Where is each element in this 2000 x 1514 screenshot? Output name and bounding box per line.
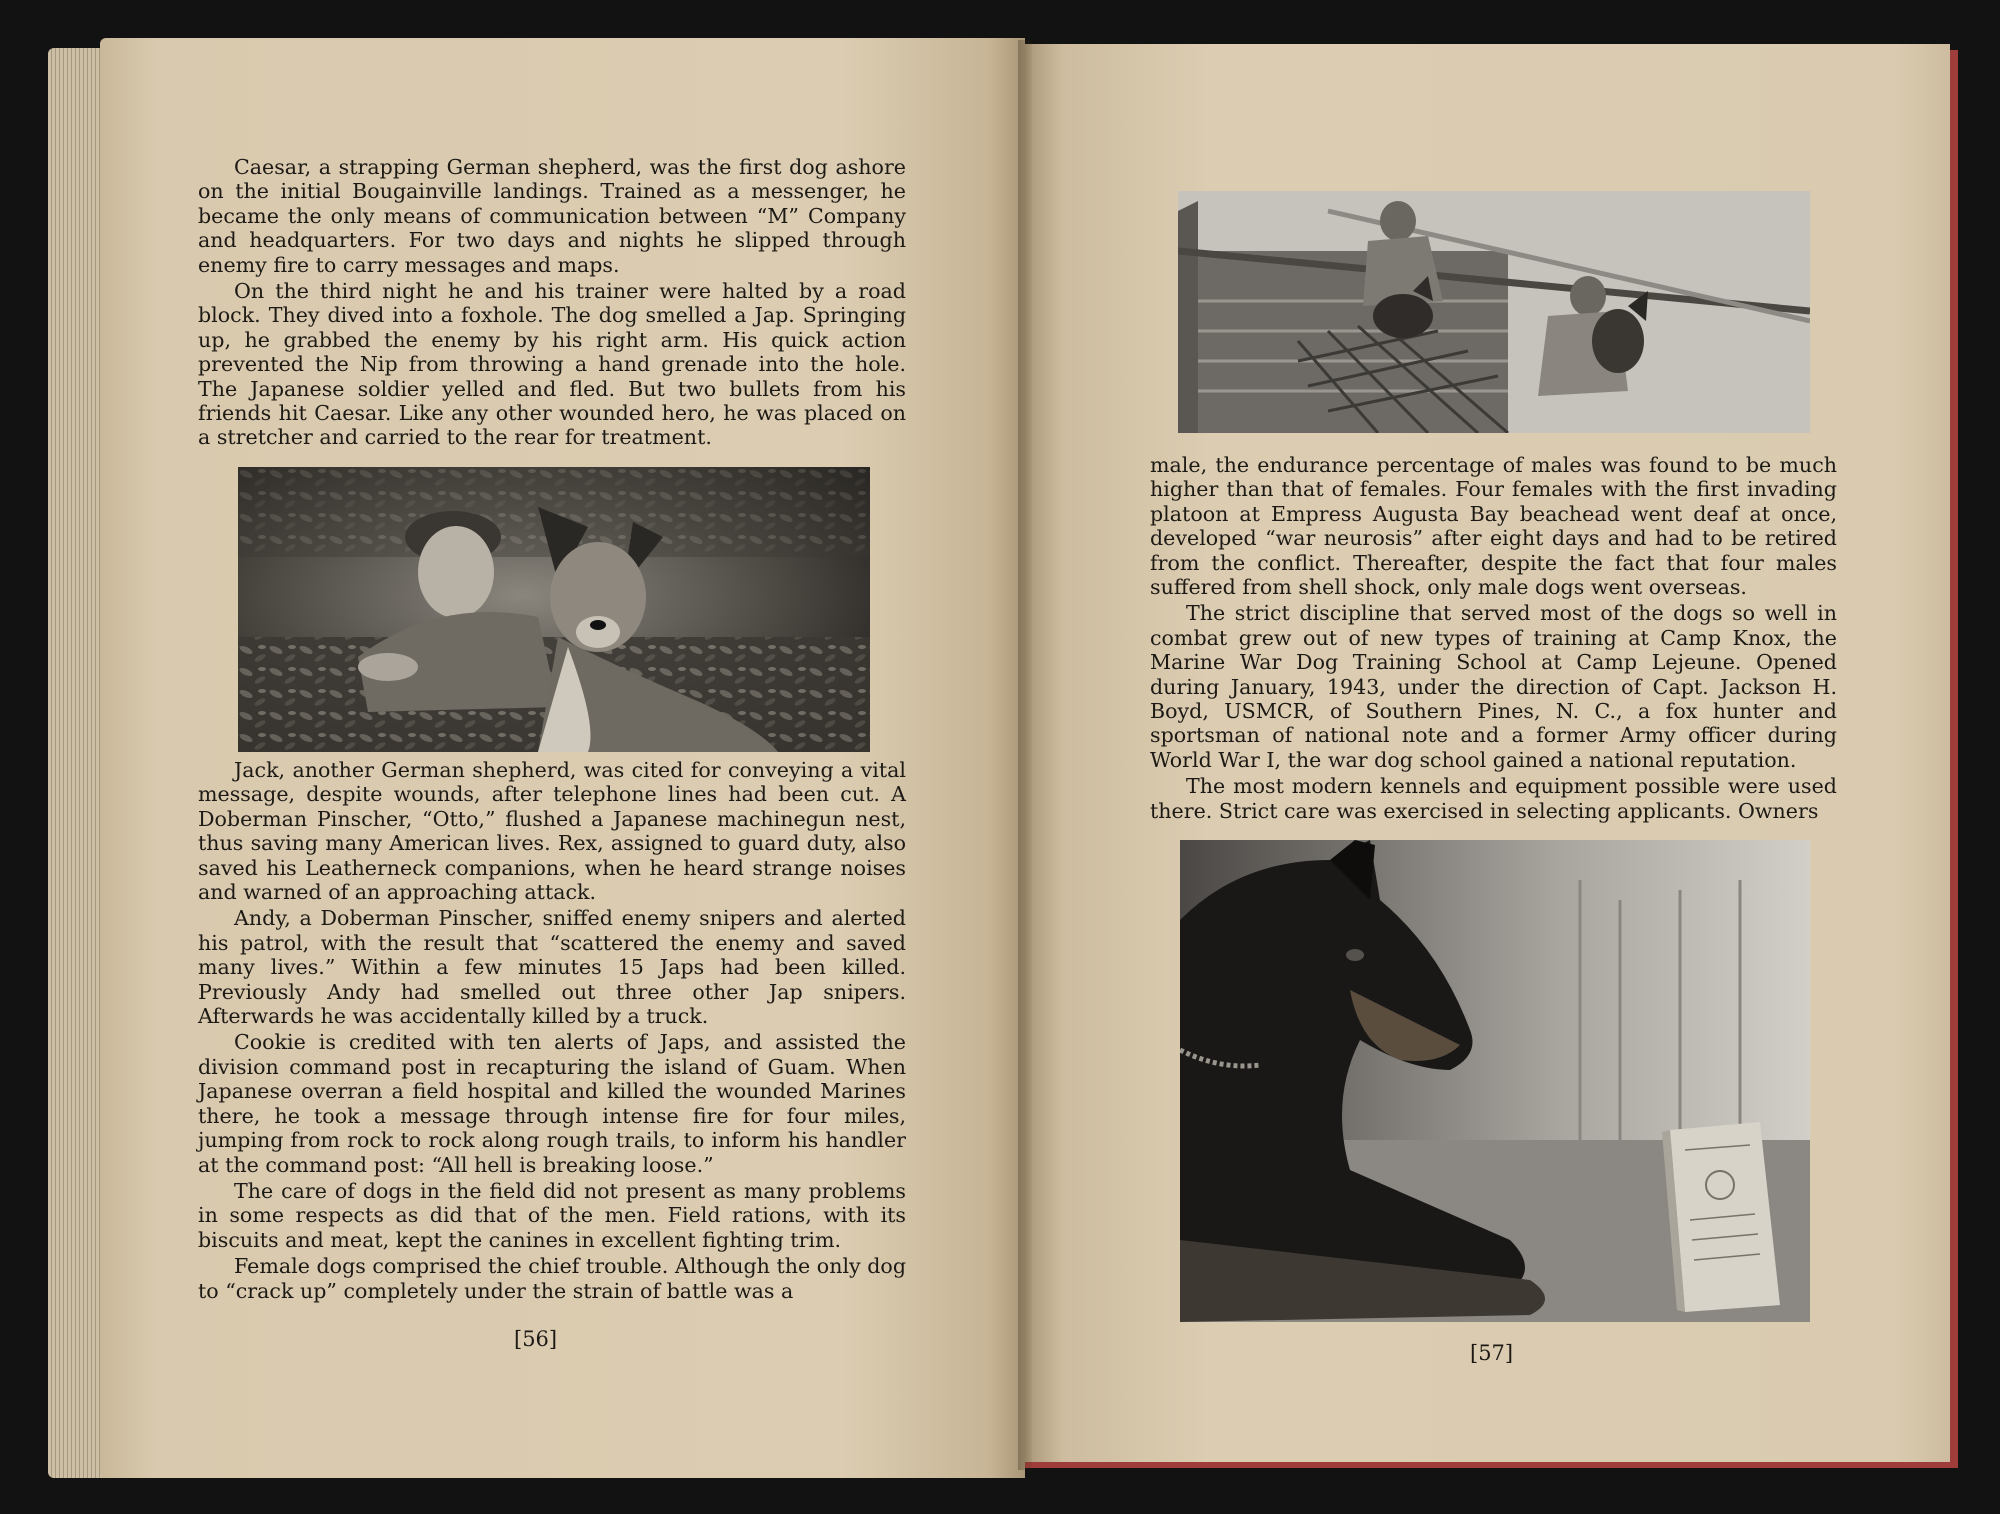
paragraph: Cookie is credited with ten alerts of Japs, and assisted the division command post in recapturing the island of Guam. When Japanese overran a field hospital and killed the wounded Marines there, he took a message through intense fire for four miles, jumping from rock to rock along rough trails, to inform his handler at the command post: “All hell is breaking loose.” [198, 1030, 906, 1177]
paragraph: On the third night he and his trainer were halted by a road block. They dived into a foxhole. The dog smelled a Jap. Springing up, he grabbed the enemy by his right arm. His quick action prevented the Nip from throwing a hand grenade into the hole. The Japanese soldier yelled and fled. But two bullets from his friends hit Caesar. Like any other wounded hero, he was placed on a stretcher and carried to the rear for treatment. [198, 279, 906, 450]
paragraph: Female dogs comprised the chief trouble. Although the only dog to “crack up” completely under the strain of battle was a [198, 1254, 906, 1303]
paragraph: The strict discipline that served most of the dogs so well in combat grew out of new types of training at Camp Knox, the Marine War Dog Training School at Camp Lejeune. Opened during January, 1943, under the direction of Capt. Jackson H. Boyd, USMCR, of Southern Pines, N. C., a fox hunter and sportsman of national note and a former Army officer during World War I, the war dog school gained a national reputation. [1150, 601, 1837, 772]
photo-soldier-with-shepherd [238, 467, 870, 752]
paragraph: The care of dogs in the field did not present as many problems in some respects as did that of the men. Field rations, with its biscuits and meat, kept the canines in excellent fighting trim. [198, 1178, 906, 1252]
right-text [1150, 453, 1837, 825]
paragraph: Andy, a Doberman Pinscher, sniffed enemy snipers and alerted his patrol, with the result that “scattered the enemy and saved many lives.” Within a few minutes 15 Japs had been killed. Previously Andy had smelled out three other Jap snipers. Afterwards he was accidentally killed by a truck. [198, 906, 906, 1029]
paragraph: male, the endurance percentage of males was found to be much higher than that of females. Four females with the first invading platoon at Empress Augusta Bay beachead went deaf at once, developed “war neurosis” after eight days and had to be retired from the conflict. Thereafter, despite the fact that four males suffered from shell shock, only male dogs went overseas. [1150, 453, 1837, 600]
page-number-left: [56] [514, 1327, 558, 1351]
left-text-bottom [198, 758, 906, 1305]
photo-doberman-with-record-book [1180, 840, 1810, 1322]
page-edges [48, 48, 108, 1478]
book-gutter [1018, 40, 1032, 1470]
left-text-top [198, 155, 906, 452]
paragraph: Jack, another German shepherd, was cited for conveying a vital message, despite wounds, after telephone lines had been cut. A Doberman Pinscher, “Otto,” flushed a Japanese machinegun nest, thus saving many American lives. Rex, assigned to guard duty, also saved his Leatherneck companions, when he heard strange noises and warned of an approaching attack. [198, 758, 906, 905]
paragraph: Caesar, a strapping German shepherd, was the first dog ashore on the initial Bougainville landings. Trained as a messenger, he became the only means of communication between “M” Company and headquarters. For two days and nights he slipped through enemy fire to carry messages and maps. [198, 155, 906, 277]
photo-dogs-training-platform [1178, 191, 1810, 433]
paragraph: The most modern kennels and equipment possible were used there. Strict care was exercised in selecting applicants. Owners [1150, 774, 1837, 823]
page-number-right: [57] [1470, 1341, 1514, 1365]
